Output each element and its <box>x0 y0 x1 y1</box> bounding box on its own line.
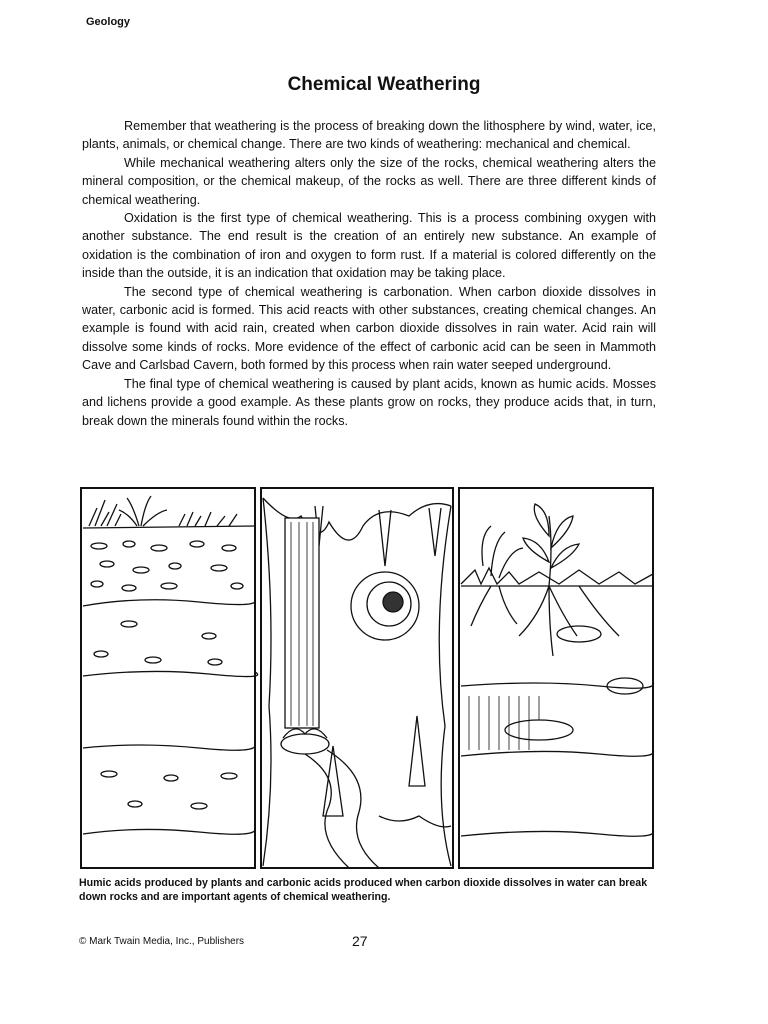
paragraph-oxidation: Oxidation is the first type of chemical weathering. This is a process combining oxygen with another substance. The end result is the creation of an entirely new substance. An example of oxidation is the combination of iron and oxygen to form rust. If a material is colored differently on the inside than the outside, it is an indication that oxidation may be taking place. <box>82 211 656 281</box>
panel-right-plant-roots <box>461 504 654 836</box>
paragraph-carbonation: The second type of chemical weathering is carbonation. When carbon dioxide dissolves in water, carbonic acid is formed. This acid reacts with other substances, creating chemical changes. An example is found with acid rain, created when carbon dioxide dissolves in rain water. Acid rain will dissolve some kinds of rocks. More evidence of the effect of carbonic acid can be seen in Mammoth Cave and Carlsbad Cavern, both formed by this process when rain water seeped underground. <box>82 284 656 373</box>
weathering-illustration <box>79 486 655 870</box>
paragraph-humic-acids: The final type of chemical weathering is caused by plant acids, known as humic acids. Mosses and lichens provide a good example. As these plants grow on rocks, they produce acids that, in turn, break down the minerals found within the rocks. <box>82 376 656 428</box>
paragraph-mechanical-vs-chemical: While mechanical weathering alters only the size of the rocks, chemical weathering alters the mineral composition, or the chemical makeup, of the rocks as well. There are three different kinds of chemical weathering. <box>82 155 656 207</box>
paragraph-intro: Remember that weathering is the process of breaking down the lithosphere by wind, water, ice, plants, animals, or chemical change. There are two kinds of weathering: mechanical and chemical. <box>82 119 656 152</box>
page-number: 27 <box>352 933 368 949</box>
publisher-credit: © Mark Twain Media, Inc., Publishers <box>79 936 245 947</box>
illustration-caption: Humic acids produced by plants and carbonic acids produced when carbon dioxide dissolves in water can break down rocks and are important agents of chemical weathering. <box>79 877 648 903</box>
body-text <box>82 117 656 430</box>
panel-left-moss-rocks <box>83 496 258 834</box>
page-title: Chemical Weathering <box>287 74 481 95</box>
subject-header: Geology <box>86 16 131 28</box>
panel-middle-cave <box>263 498 451 868</box>
